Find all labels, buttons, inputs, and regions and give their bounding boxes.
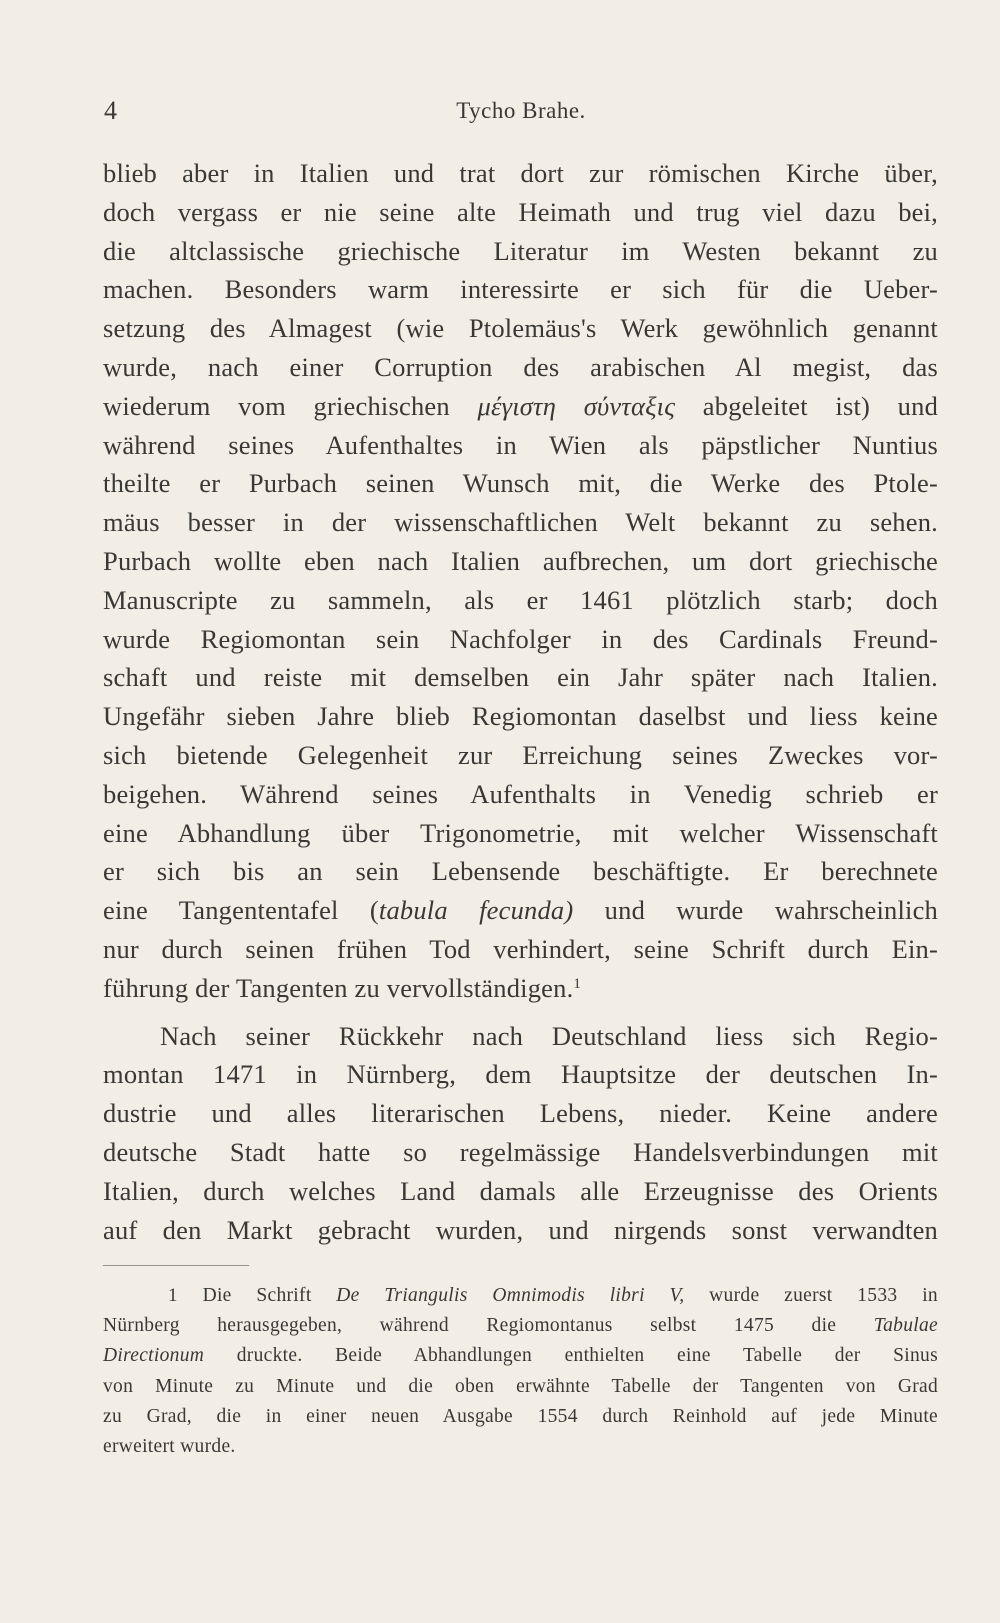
text-line: setzung des Almagest (wie Ptolemäus's Werk gewöhnlich genannt: [103, 313, 938, 344]
text-run: abgeleitet ist) und: [702, 390, 939, 421]
text-run: eine Tangententafel (: [103, 895, 379, 926]
text-line: eine Abhandlung über Trigonometrie, mit welcher Wissenschaft: [103, 817, 938, 848]
text-line: nur durch seinen frühen Tod verhindert, seine Schrift durch Ein-: [103, 933, 938, 964]
text-run: Nürnberg herausgegeben, während Regiomontanus selbst 1475 die: [103, 1315, 837, 1337]
text-line: doch vergass er nie seine alte Heimath und trug viel dazu bei,: [103, 196, 938, 227]
text-run: Die Schrift: [202, 1285, 312, 1306]
running-head: [104, 94, 938, 128]
footnote-line: von Minute zu Minute und die oben erwähnte Tabelle der Tangenten von Grad: [103, 1375, 938, 1397]
text-line: Nach seiner Rückkehr nach Deutschland liess sich Regio-: [160, 1020, 938, 1051]
text-line: wurde, nach einer Corruption des arabischen Al megist, das: [103, 351, 938, 382]
greek-phrase: μέγιστη σύνταξις: [477, 390, 676, 421]
footnote-reference[interactable]: 1: [573, 975, 582, 992]
text-line: deutsche Stadt hatte so regelmässige Handelsverbindungen mit: [103, 1136, 938, 1167]
text-run: druckte. Beide Abhandlungen enthielten eine Tabelle der Sinus: [236, 1345, 938, 1367]
footnote-line: [103, 1281, 938, 1311]
text-line: die altclassische griechische Literatur im Westen bekannt zu: [103, 235, 938, 266]
text-line: Ungefähr sieben Jahre blieb Regiomontan daselbst und liess keine: [103, 701, 938, 732]
text-line: beigehen. Während seines Aufenthalts in Venedig schrieb er: [103, 778, 938, 809]
text-line: theilte er Purbach seinen Wunsch mit, die Werke des Ptole-: [103, 468, 938, 499]
text-line: montan 1471 in Nürnberg, dem Hauptsitze der deutschen In-: [103, 1059, 938, 1090]
text-line: machen. Besonders warm interessirte er sich für die Ueber-: [103, 274, 938, 305]
text-line: dustrie und alles literarischen Lebens, nieder. Keine andere: [103, 1098, 938, 1129]
text-line: schaft und reiste mit demselben ein Jahr später nach Italien.: [103, 662, 938, 693]
footnote-marker: 1: [168, 1285, 178, 1306]
text-run: und wurde wahrscheinlich: [573, 895, 939, 926]
text-line: Manuscripte zu sammeln, als er 1461 plötzlich starb; doch: [103, 584, 938, 615]
text-line: [103, 387, 938, 426]
text-line: wurde Regiomontan sein Nachfolger in des Cardinals Freund-: [103, 623, 938, 654]
body-text: [103, 154, 938, 1249]
text-run: wurde zuerst 1533 in: [709, 1285, 938, 1306]
footnote: [103, 1281, 938, 1462]
running-title: Tycho Brahe.: [456, 98, 586, 123]
text-line: auf den Markt gebracht wurden, und nirgends sonst verwandten: [103, 1214, 938, 1245]
text-line: sich bietende Gelegenheit zur Erreichung seines Zweckes vor-: [103, 739, 938, 770]
italic-title: tabula fecunda): [378, 895, 574, 926]
text-line: während seines Aufenthaltes in Wien als päpstlicher Nuntius: [103, 429, 938, 460]
text-line: Purbach wollte eben nach Italien aufbrechen, um dort griechische: [103, 545, 938, 576]
text-line: blieb aber in Italien und trat dort zur römischen Kirche über,: [103, 158, 938, 188]
italic-title: Directionum: [103, 1345, 205, 1367]
text-run: wiederum vom griechischen: [103, 390, 450, 421]
text-line: mäus besser in der wissenschaftlichen Welt bekannt zu sehen.: [103, 507, 938, 538]
footnote-divider: [103, 1265, 249, 1266]
text-line: [103, 891, 938, 930]
italic-title: Tabulae: [873, 1315, 938, 1337]
text-line: [103, 969, 938, 1008]
footnote-line: [103, 1311, 938, 1341]
footnote-line: zu Grad, die in einer neuen Ausgabe 1554 durch Reinhold auf jede Minute: [103, 1405, 938, 1427]
footnote-line: erweitert wurde.: [103, 1435, 236, 1457]
text-line: er sich bis an sein Lebensende beschäftigte. Er berechnete: [103, 856, 938, 887]
footnote-line: [103, 1341, 938, 1371]
paragraph-gap: [103, 1008, 938, 1017]
page-number: 4: [104, 96, 117, 125]
text-run: führung der Tangenten zu vervollständigen.: [103, 972, 574, 1003]
italic-title: De Triangulis Omnimodis libri V,: [336, 1285, 685, 1306]
text-line: Italien, durch welches Land damals alle Erzeugnisse des Orients: [103, 1175, 938, 1206]
